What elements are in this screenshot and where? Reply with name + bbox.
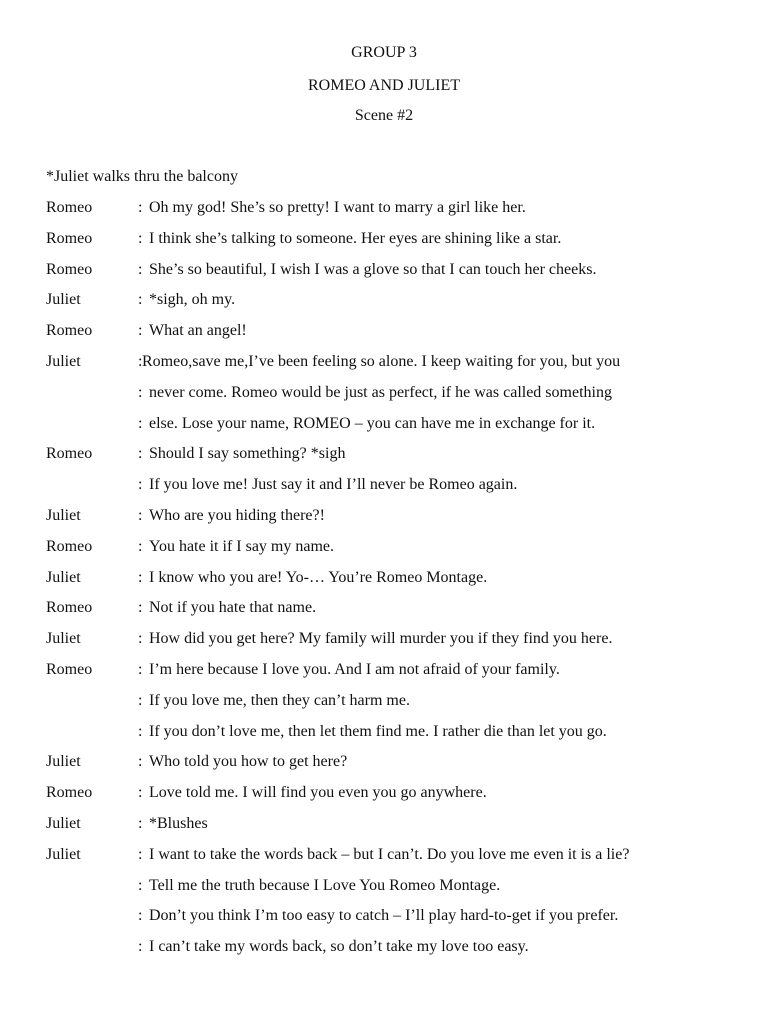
dialogue-line xyxy=(0,937,768,968)
dialogue-line xyxy=(0,352,768,383)
dialogue-line xyxy=(0,906,768,937)
dialogue-list xyxy=(0,198,768,968)
dialogue-text-wrap xyxy=(138,290,235,310)
dialogue-line xyxy=(0,290,768,321)
speaker-name: Romeo xyxy=(46,660,93,678)
speaker-name: Juliet xyxy=(46,352,81,370)
dialogue-text: Should I say something? *sigh xyxy=(149,445,346,463)
dialogue-text: *sigh, oh my. xyxy=(149,291,236,309)
colon-separator: : xyxy=(138,845,143,863)
colon-separator: : xyxy=(138,506,143,524)
dialogue-text-wrap xyxy=(138,937,529,957)
dialogue-text-wrap xyxy=(138,845,629,865)
colon-separator: : xyxy=(138,445,143,463)
colon-separator: : xyxy=(138,814,143,832)
colon-separator: : xyxy=(138,907,143,925)
dialogue-line xyxy=(0,321,768,352)
speaker-name: Romeo xyxy=(46,260,93,278)
dialogue-line xyxy=(0,414,768,445)
dialogue-line xyxy=(0,722,768,753)
colon-separator: : xyxy=(138,568,143,586)
stage-direction: *Juliet walks thru the balcony xyxy=(46,168,238,185)
dialogue-text: How did you get here? My family will murder you if they find you here. xyxy=(149,630,613,648)
colon-separator: : xyxy=(138,876,143,894)
speaker-name: Juliet xyxy=(46,630,81,648)
colon-separator: : xyxy=(138,660,143,678)
dialogue-line xyxy=(0,660,768,691)
colon-separator: : xyxy=(138,199,143,216)
dialogue-line xyxy=(0,537,768,568)
colon-separator: : xyxy=(138,383,143,401)
dialogue-text-wrap xyxy=(138,383,612,403)
dialogue-text-wrap xyxy=(138,506,325,526)
dialogue-text: What an angel! xyxy=(149,322,247,340)
dialogue-text: *Blushes xyxy=(149,814,208,832)
dialogue-text: else. Lose your name, ROMEO – you can have me in exchange for it. xyxy=(149,414,596,432)
dialogue-text-wrap xyxy=(138,629,612,649)
dialogue-text-wrap xyxy=(138,414,595,434)
speaker-name: Juliet xyxy=(46,568,81,586)
dialogue-line xyxy=(0,629,768,660)
dialogue-text-wrap xyxy=(138,352,620,372)
dialogue-line xyxy=(0,783,768,814)
dialogue-text-wrap xyxy=(138,198,526,218)
dialogue-text-wrap xyxy=(138,475,517,495)
speaker-name: Juliet xyxy=(46,753,81,771)
dialogue-line xyxy=(0,506,768,537)
dialogue-text: I think she’s talking to someone. Her eyes are shining like a star. xyxy=(149,229,562,247)
colon-separator: : xyxy=(138,784,143,802)
dialogue-line xyxy=(0,814,768,845)
speaker-name: Romeo xyxy=(46,229,93,247)
speaker-name: Romeo xyxy=(46,784,93,802)
speaker-name: Romeo xyxy=(46,199,93,216)
dialogue-text-wrap xyxy=(138,752,347,772)
dialogue-text: I can’t take my words back, so don’t take my love too easy. xyxy=(149,938,529,956)
speaker-name: Juliet xyxy=(46,291,81,309)
dialogue-text-wrap xyxy=(138,906,618,926)
colon-separator: : xyxy=(138,537,143,555)
colon-separator: : xyxy=(138,229,143,247)
dialogue-text: Romeo,save me,I’ve been feeling so alone. I keep waiting for you, but you xyxy=(142,352,621,370)
dialogue-line xyxy=(0,845,768,876)
dialogue-text: never come. Romeo would be just as perfect, if he was called something xyxy=(149,383,612,401)
dialogue-line xyxy=(0,876,768,907)
dialogue-line xyxy=(0,752,768,783)
dialogue-text: Who are you hiding there?! xyxy=(149,506,325,524)
dialogue-line xyxy=(0,229,768,260)
scene-heading: Scene #2 xyxy=(354,107,414,124)
dialogue-text: You hate it if I say my name. xyxy=(149,537,335,555)
dialogue-line xyxy=(0,475,768,506)
colon-separator: : xyxy=(138,753,143,771)
dialogue-text: If you don’t love me, then let them find me. I rather die than let you go. xyxy=(149,722,607,740)
colon-separator: : xyxy=(138,722,143,740)
dialogue-text: If you love me, then they can’t harm me. xyxy=(149,691,410,709)
colon-separator: : xyxy=(138,938,143,956)
dialogue-text-wrap xyxy=(138,444,345,464)
dialogue-text-wrap xyxy=(138,321,247,341)
dialogue-text: If you love me! Just say it and I’ll never be Romeo again. xyxy=(149,476,518,494)
dialogue-text-wrap xyxy=(138,876,500,896)
speaker-name: Juliet xyxy=(46,506,81,524)
dialogue-line xyxy=(0,598,768,629)
colon-separator: : xyxy=(138,599,143,617)
dialogue-text: Not if you hate that name. xyxy=(149,599,317,617)
dialogue-text: Who told you how to get here? xyxy=(149,753,348,771)
dialogue-text-wrap xyxy=(138,722,607,742)
colon-separator: : xyxy=(138,630,143,648)
group-heading: GROUP 3 xyxy=(351,44,417,61)
speaker-name: Romeo xyxy=(46,599,93,617)
dialogue-text-wrap xyxy=(138,537,334,557)
dialogue-text: Love told me. I will find you even you go anywhere. xyxy=(149,784,487,802)
speaker-name: Romeo xyxy=(46,322,93,340)
dialogue-line xyxy=(0,260,768,291)
colon-separator: : xyxy=(138,322,143,340)
dialogue-text-wrap xyxy=(138,691,410,711)
dialogue-text-wrap xyxy=(138,229,561,249)
speaker-name: Romeo xyxy=(46,445,93,463)
colon-separator: : xyxy=(138,260,143,278)
dialogue-text: I want to take the words back – but I can’t. Do you love me even it is a lie? xyxy=(149,845,630,863)
dialogue-text: Oh my god! She’s so pretty! I want to marry a girl like her. xyxy=(149,199,526,216)
dialogue-line xyxy=(0,198,768,229)
dialogue-text-wrap xyxy=(138,814,208,834)
colon-separator: : xyxy=(138,691,143,709)
dialogue-text: Don’t you think I’m too easy to catch – I’ll play hard-to-get if you prefer. xyxy=(149,907,619,925)
dialogue-text-wrap xyxy=(138,260,596,280)
colon-separator: : xyxy=(138,476,143,494)
dialogue-text: She’s so beautiful, I wish I was a glove so that I can touch her cheeks. xyxy=(149,260,597,278)
dialogue-line xyxy=(0,691,768,722)
dialogue-text: I know who you are! Yo-… You’re Romeo Montage. xyxy=(149,568,488,586)
colon-separator: : xyxy=(138,414,143,432)
dialogue-line xyxy=(0,568,768,599)
dialogue-text-wrap xyxy=(138,598,316,618)
dialogue-text: Tell me the truth because I Love You Romeo Montage. xyxy=(149,876,501,894)
dialogue-text-wrap xyxy=(138,660,560,680)
speaker-name: Juliet xyxy=(46,814,81,832)
colon-separator: : xyxy=(138,352,143,370)
colon-separator: : xyxy=(138,291,143,309)
dialogue-text: I’m here because I love you. And I am not afraid of your family. xyxy=(149,660,560,678)
speaker-name: Romeo xyxy=(46,537,93,555)
dialogue-text-wrap xyxy=(138,568,487,588)
play-title: ROMEO AND JULIET xyxy=(308,77,460,94)
speaker-name: Juliet xyxy=(46,845,81,863)
dialogue-text-wrap xyxy=(138,783,487,803)
dialogue-line xyxy=(0,383,768,414)
dialogue-line xyxy=(0,444,768,475)
